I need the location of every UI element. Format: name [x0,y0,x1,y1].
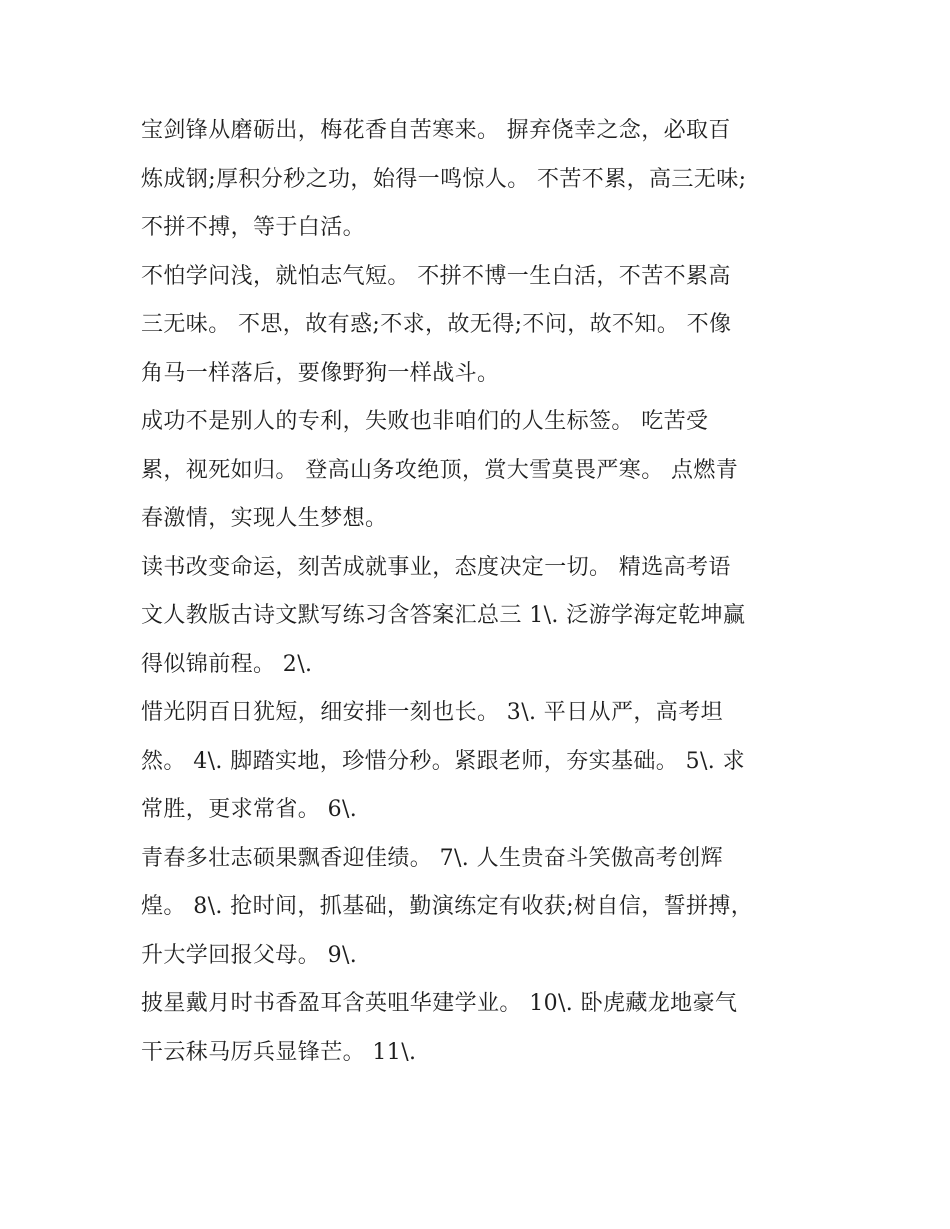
text-line: 升大学回报父母。 9\. [141,942,358,968]
text-line: 三无味。 不思，故有惑;不求，故无得;不问，故不知。 不像 [141,312,732,337]
text-line: 宝剑锋从磨砺出，梅花香自苦寒来。 摒弃侥幸之念，必取百 [141,118,731,143]
text-line: 然。 4\. 脚踏实地，珍惜分秒。紧跟老师，夯实基础。 5\. 求 [141,748,745,774]
text-line: 得似锦前程。 2\. [141,651,313,677]
text-line: 惜光阴百日犹短，细安排一刻也长。 3\. 平日从严，高考坦 [141,700,723,725]
document-body [141,107,811,1077]
text-line: 读书改变命运，刻苦成就事业，态度决定一切。 精选高考语 [141,554,731,580]
text-line: 青春多壮志硕果飘香迎佳绩。 7\. 人生贵奋斗笑傲高考创辉 [141,845,723,871]
text-line: 文人教版古诗文默写练习含答案汇总三 1\. 泛游学海定乾坤赢 [141,603,746,628]
text-line: 成功不是别人的专利，失败也非咱们的人生标签。 吃苦受 [141,409,709,434]
text-line: 累，视死如归。 登高山务攻绝顶，赏大雪莫畏严寒。 点燃青 [141,457,739,483]
text-line: 角马一样落后，要像野狗一样战斗。 [141,360,500,386]
text-line: 春激情，实现人生梦想。 [141,506,388,531]
text-line: 炼成钢;厚积分秒之功，始得一鸣惊人。 不苦不累，高三无味; [141,166,747,192]
text-line: 不怕学问浅，就怕志气短。 不拼不博一生白活，不苦不累高 [141,263,731,289]
text-line: 披星戴月时书香盈耳含英咀华建学业。 10\. 卧虎藏龙地豪气 [141,991,738,1016]
text-line: 煌。 8\. 抢时间，抓基础，勤演练定有收获;树自信，誓拼搏， [141,894,754,919]
text-line: 常胜，更求常省。 6\. [141,797,358,822]
text-line: 干云秣马厉兵显锋芒。 11\. [141,1039,417,1065]
text-line: 不拼不搏，等于白活。 [141,215,366,240]
